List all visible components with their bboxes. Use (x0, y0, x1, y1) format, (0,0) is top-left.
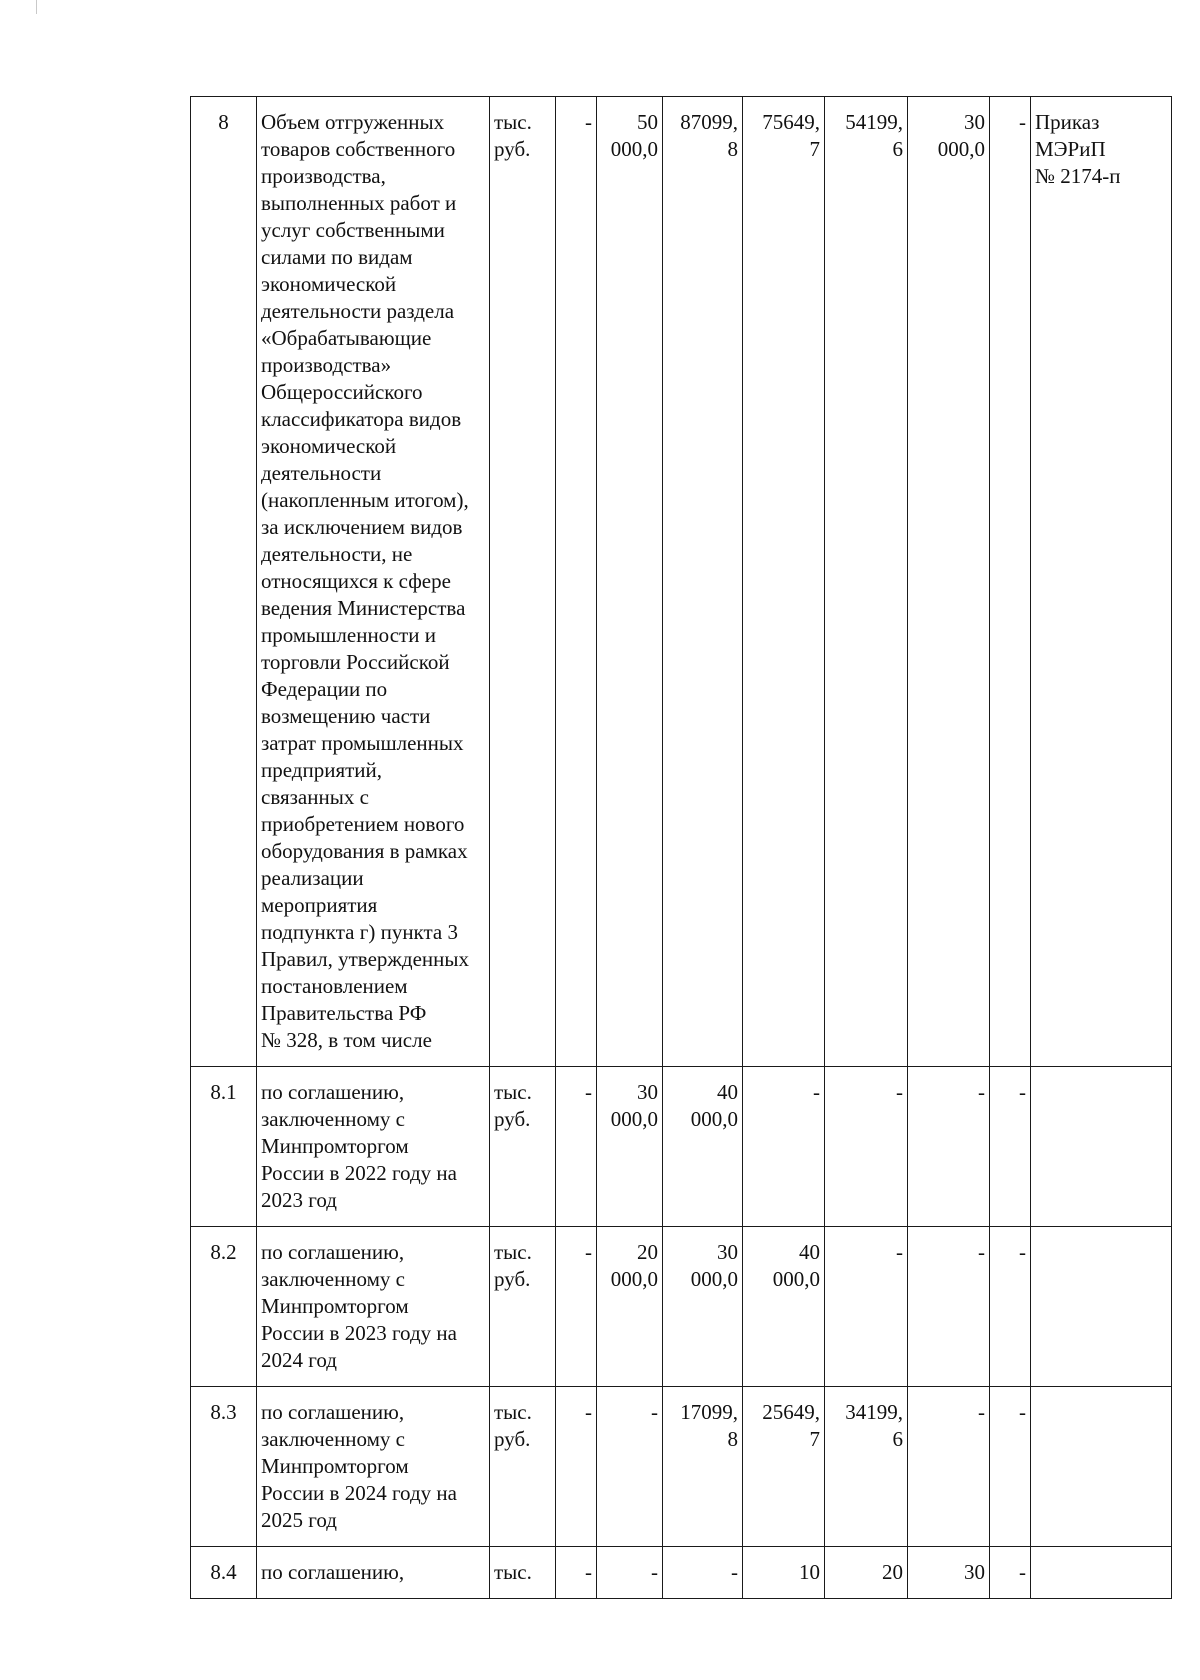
source-line: Приказ (1035, 110, 1100, 134)
value-cell-6 (908, 97, 990, 1067)
value-cell-4 (743, 1227, 825, 1387)
description-line: заключенному с (261, 1267, 406, 1291)
value-cell-6 (908, 1067, 990, 1227)
value-cell-5 (825, 97, 908, 1067)
value-line: 000,0 (772, 1267, 820, 1291)
value-line: - (978, 1080, 985, 1104)
table-body (191, 97, 1172, 1599)
value-cell-2 (597, 1387, 663, 1547)
value-cell-3 (663, 97, 743, 1067)
value-cell-4 (743, 1067, 825, 1227)
value-line: 50 (637, 110, 658, 134)
value-line: 40 (717, 1080, 738, 1104)
value-line: 30 (964, 1560, 985, 1584)
value-cell-5 (825, 1387, 908, 1547)
unit-cell (490, 1547, 556, 1599)
description-line: России в 2024 году на (261, 1481, 457, 1505)
value-cell-3 (663, 1227, 743, 1387)
value-cell-3 (663, 1547, 743, 1599)
description-line: 2024 год (261, 1348, 337, 1372)
description-line: Правил, утвержденных (261, 947, 470, 971)
value-line: - (1019, 1560, 1026, 1584)
row-number-cell: 8.1 (191, 1067, 257, 1227)
description-line: реализации (261, 866, 364, 890)
source-document-cell (1031, 1227, 1172, 1387)
source-document-cell (1031, 1067, 1172, 1227)
description-line: силами по видам (261, 245, 413, 269)
description-line: 2025 год (261, 1508, 337, 1532)
row-number-cell: 8.3 (191, 1387, 257, 1547)
value-line: 25649, (762, 1400, 820, 1424)
description-line: 2023 год (261, 1188, 337, 1212)
value-line: 34199, (845, 1400, 903, 1424)
value-line: 8 (727, 1427, 738, 1451)
value-line: - (731, 1560, 738, 1584)
indicator-description-cell (257, 1227, 490, 1387)
description-line: Общероссийского (261, 380, 423, 404)
value-cell-2 (597, 97, 663, 1067)
value-line: 40 (799, 1240, 820, 1264)
value-line: 30 (717, 1240, 738, 1264)
value-line: - (1019, 1240, 1026, 1264)
unit-line: тыс. (494, 1560, 532, 1584)
value-line: - (651, 1560, 658, 1584)
description-line: возмещению части (261, 704, 431, 728)
value-cell-2 (597, 1067, 663, 1227)
value-cell-6 (908, 1227, 990, 1387)
value-line: - (585, 1560, 592, 1584)
description-line: Минпромторгом (261, 1134, 409, 1158)
value-cell-1 (556, 1547, 597, 1599)
description-line: приобретением нового (261, 812, 465, 836)
description-line: относящихся к сфере (261, 569, 451, 593)
value-line: - (1019, 1080, 1026, 1104)
description-line: затрат промышленных (261, 731, 464, 755)
table-row (191, 1547, 1172, 1599)
description-line: классификатора видов (261, 407, 462, 431)
value-line: 17099, (680, 1400, 738, 1424)
table-row (191, 1227, 1172, 1387)
row-number-cell: 8 (191, 97, 257, 1067)
description-line: № 328, в том числе (261, 1028, 432, 1052)
unit-line: руб. (494, 1107, 531, 1131)
description-line: связанных с (261, 785, 369, 809)
unit-cell (490, 1067, 556, 1227)
value-cell-5 (825, 1547, 908, 1599)
value-cell-1 (556, 1227, 597, 1387)
value-cell-7 (990, 1067, 1031, 1227)
value-line: - (896, 1080, 903, 1104)
indicator-description-cell (257, 1547, 490, 1599)
value-cell-7 (990, 1547, 1031, 1599)
value-line: 7 (809, 137, 820, 161)
description-line: Минпромторгом (261, 1454, 409, 1478)
value-line: 6 (892, 1427, 903, 1451)
value-cell-1 (556, 97, 597, 1067)
value-cell-7 (990, 97, 1031, 1067)
value-line: - (1019, 110, 1026, 134)
description-line: «Обрабатывающие (261, 326, 432, 350)
unit-cell (490, 1387, 556, 1547)
description-line: экономической (261, 272, 397, 296)
value-line: 000,0 (690, 1107, 738, 1131)
value-cell-2 (597, 1227, 663, 1387)
description-line: Правительства РФ (261, 1001, 427, 1025)
value-line: 30 (637, 1080, 658, 1104)
description-line: за исключением видов (261, 515, 463, 539)
value-line: 10 (799, 1560, 820, 1584)
value-line: - (978, 1400, 985, 1424)
table-row (191, 1387, 1172, 1547)
value-cell-4 (743, 1387, 825, 1547)
value-line: 000,0 (610, 1107, 658, 1131)
value-line: - (813, 1080, 820, 1104)
scan-edge-mark (36, 0, 37, 14)
value-cell-1 (556, 1067, 597, 1227)
value-cell-4 (743, 1547, 825, 1599)
unit-line: тыс. (494, 110, 532, 134)
source-line: МЭРиП (1035, 137, 1106, 161)
value-line: 000,0 (937, 137, 985, 161)
source-document-cell (1031, 1387, 1172, 1547)
description-line: Федерации по (261, 677, 388, 701)
description-line: выполненных работ и (261, 191, 457, 215)
description-line: оборудования в рамках (261, 839, 468, 863)
value-line: 7 (809, 1427, 820, 1451)
unit-cell (490, 97, 556, 1067)
description-line: России в 2022 году на (261, 1161, 457, 1185)
description-line: деятельности раздела (261, 299, 455, 323)
value-line: - (978, 1240, 985, 1264)
description-line: постановлением (261, 974, 408, 998)
value-line: 000,0 (690, 1267, 738, 1291)
value-cell-2 (597, 1547, 663, 1599)
description-line: по соглашению, (261, 1240, 405, 1264)
description-line: деятельности, не (261, 542, 413, 566)
description-line: производства, (261, 164, 386, 188)
unit-line: руб. (494, 137, 531, 161)
description-line: предприятий, (261, 758, 383, 782)
value-line: 75649, (762, 110, 820, 134)
indicator-description-cell (257, 1387, 490, 1547)
source-document-cell (1031, 97, 1172, 1067)
description-line: торговли Российской (261, 650, 450, 674)
value-line: - (585, 1400, 592, 1424)
unit-cell (490, 1227, 556, 1387)
source-document-cell (1031, 1547, 1172, 1599)
value-cell-5 (825, 1227, 908, 1387)
value-line: - (1019, 1400, 1026, 1424)
source-line: № 2174-п (1035, 164, 1121, 188)
value-cell-6 (908, 1547, 990, 1599)
value-line: - (585, 1240, 592, 1264)
value-line: - (896, 1240, 903, 1264)
description-line: экономической (261, 434, 397, 458)
indicators-table (190, 96, 1172, 1599)
value-cell-4 (743, 97, 825, 1067)
value-line: - (585, 1080, 592, 1104)
value-line: 6 (892, 137, 903, 161)
unit-line: тыс. (494, 1240, 532, 1264)
value-cell-5 (825, 1067, 908, 1227)
value-line: - (585, 110, 592, 134)
description-line: заключенному с (261, 1107, 406, 1131)
table-row (191, 97, 1172, 1067)
description-line: мероприятия (261, 893, 378, 917)
description-line: по соглашению, (261, 1080, 405, 1104)
value-line: 30 (964, 110, 985, 134)
description-line: производства» (261, 353, 392, 377)
description-line: услуг собственными (261, 218, 445, 242)
table-row (191, 1067, 1172, 1227)
indicator-description-cell (257, 1067, 490, 1227)
description-line: Минпромторгом (261, 1294, 409, 1318)
value-cell-1 (556, 1387, 597, 1547)
value-line: 87099, (680, 110, 738, 134)
value-line: 54199, (845, 110, 903, 134)
description-line: подпункта г) пункта 3 (261, 920, 458, 944)
value-cell-6 (908, 1387, 990, 1547)
row-number-cell: 8.4 (191, 1547, 257, 1599)
value-line: 20 (637, 1240, 658, 1264)
unit-line: тыс. (494, 1080, 532, 1104)
description-line: ведения Министерства (261, 596, 466, 620)
value-line: - (651, 1400, 658, 1424)
description-line: по соглашению, (261, 1400, 405, 1424)
description-line: деятельности (261, 461, 382, 485)
description-line: по соглашению, (261, 1560, 405, 1584)
value-cell-7 (990, 1387, 1031, 1547)
row-number-cell: 8.2 (191, 1227, 257, 1387)
description-line: Объем отгруженных (261, 110, 445, 134)
description-line: России в 2023 году на (261, 1321, 457, 1345)
description-line: (накопленным итогом), (261, 488, 469, 512)
unit-line: руб. (494, 1267, 531, 1291)
indicator-description-cell (257, 97, 490, 1067)
value-cell-3 (663, 1067, 743, 1227)
value-line: 000,0 (610, 137, 658, 161)
value-line: 20 (882, 1560, 903, 1584)
value-cell-3 (663, 1387, 743, 1547)
value-line: 8 (727, 137, 738, 161)
description-line: промышленности и (261, 623, 436, 647)
description-line: товаров собственного (261, 137, 456, 161)
unit-line: руб. (494, 1427, 531, 1451)
value-cell-7 (990, 1227, 1031, 1387)
unit-line: тыс. (494, 1400, 532, 1424)
description-line: заключенному с (261, 1427, 406, 1451)
value-line: 000,0 (610, 1267, 658, 1291)
